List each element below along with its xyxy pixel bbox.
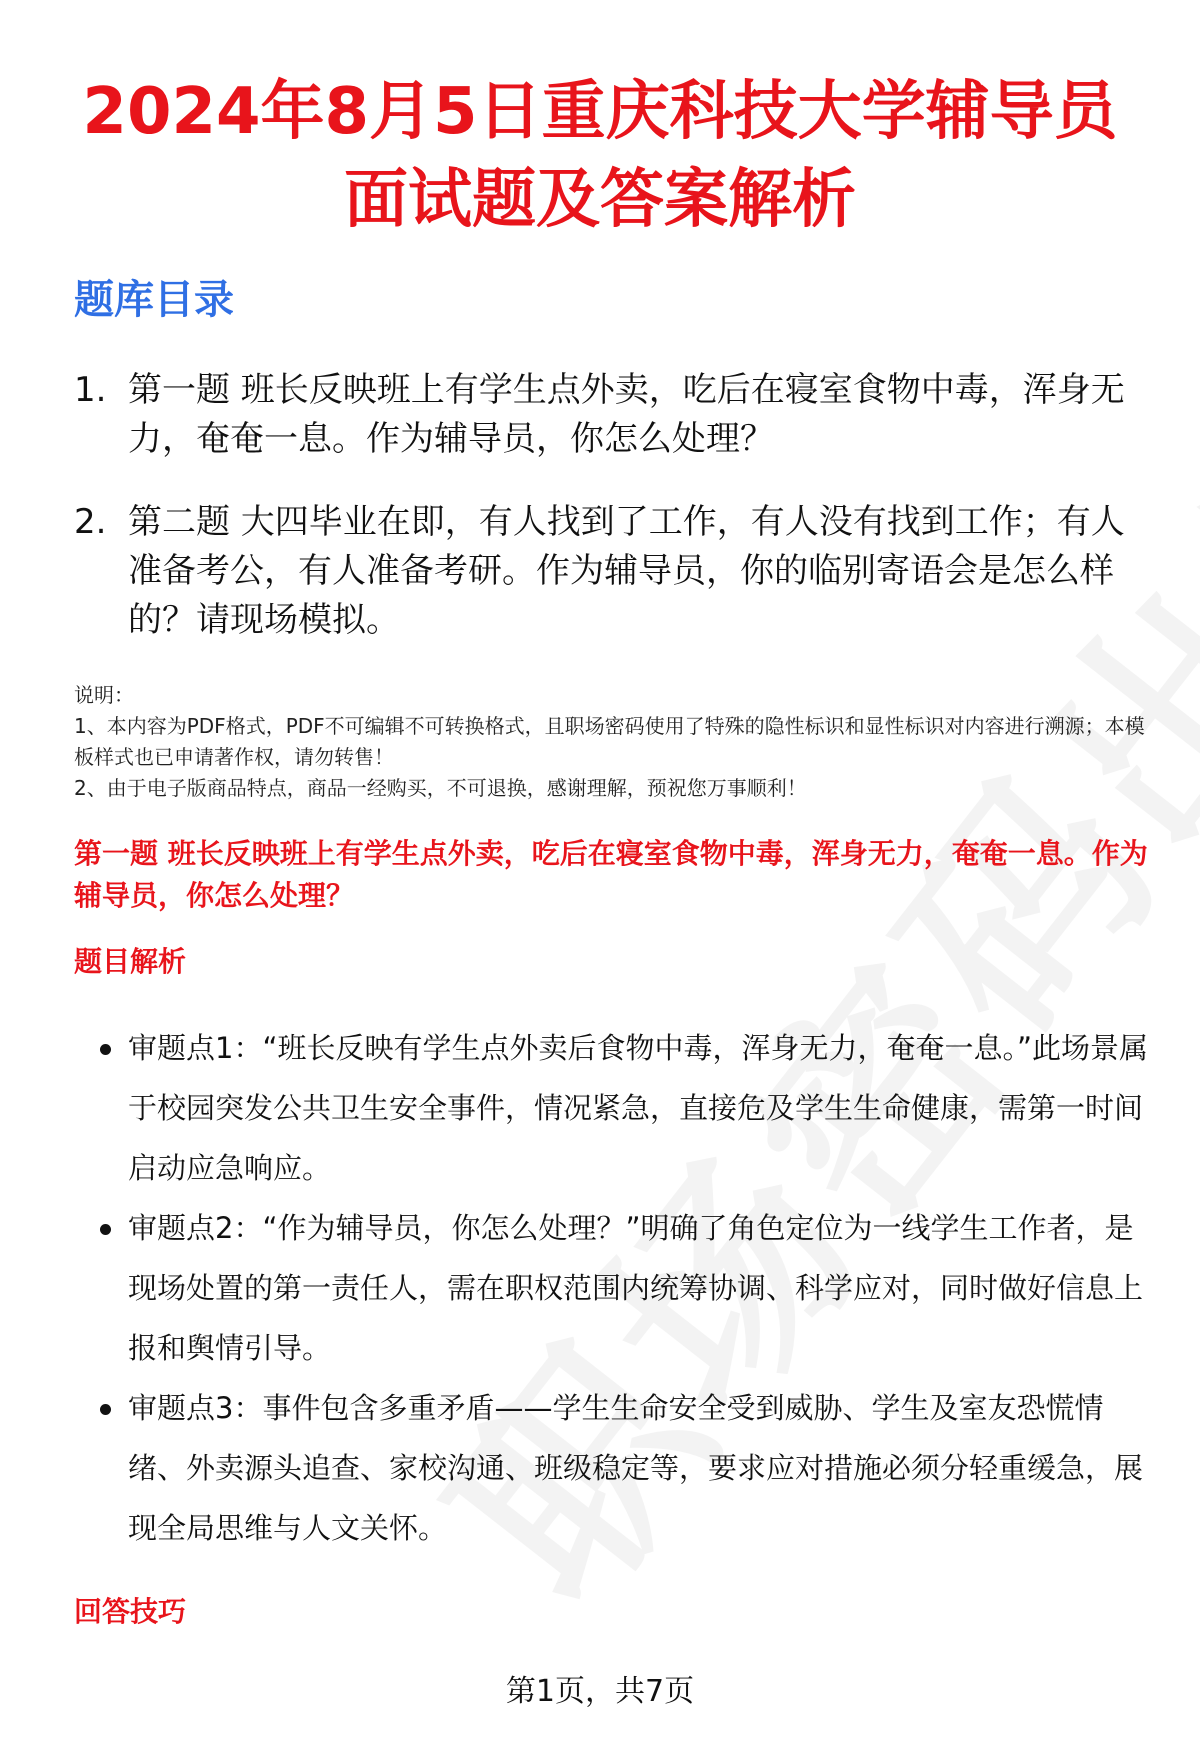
analysis-point — [74, 1198, 1154, 1378]
page-number: 第1页，共7页 — [505, 1674, 695, 1709]
analysis-points — [74, 1018, 1154, 1558]
toc-item-number: 2. — [74, 502, 107, 542]
analysis-point-text: 审题点2：“作为辅导员，你怎么处理？”明确了角色定位为一线学生工作者，是现场处置的第一责任人，需在职权范围内统筹协调、科学应对，同时做好信息上报和舆情引导。 — [128, 1211, 1144, 1365]
toc-item-number: 1. — [74, 370, 107, 410]
notes-label: 说明： — [74, 683, 134, 707]
analysis-point-text: 审题点3：事件包含多重矛盾——学生生命安全受到威胁、学生及室友恐慌情绪、外卖源头追查、家校沟通、班级稳定等，要求应对措施必须分轻重缓急，展现全局思维与人文关怀。 — [128, 1391, 1144, 1545]
analysis-point-text: 审题点1：“班长反映有学生点外卖后食物中毒，浑身无力，奄奄一息。”此场景属于校园突发公共卫生安全事件，情况紧急，直接危及学生生命健康，需第一时间启动应急响应。 — [128, 1031, 1149, 1185]
toc-item[interactable] — [74, 366, 1154, 464]
analysis-point — [74, 1018, 1154, 1198]
toc-item[interactable] — [74, 498, 1154, 645]
tips-heading: 回答技巧 — [74, 1595, 187, 1628]
toc-item-text[interactable]: 第二题 大四毕业在即，有人找到了工作，有人没有找到工作；有人准备考公，有人准备考研。作为辅导员，你的临别寄语会是怎么样的？请现场模拟。 — [128, 502, 1125, 640]
analysis-point — [74, 1378, 1154, 1558]
toc-list — [74, 366, 1154, 679]
page-title: 2024年8月5日重庆科技大学辅导员面试题及答案解析 — [82, 75, 1118, 237]
question-title: 第一题 班长反映班上有学生点外卖，吃后在寝室食物中毒，浑身无力，奄奄一息。作为辅导员，你怎么处理？ — [74, 837, 1148, 912]
notes-section — [74, 680, 1164, 804]
notes-line-2: 2、由于电子版商品特点，商品一经购买，不可退换，感谢理解，预祝您万事顺利！ — [74, 776, 807, 800]
bullet-icon — [74, 1198, 128, 1378]
bullet-icon — [74, 1018, 128, 1198]
notes-line-1: 1、本内容为PDF格式，PDF不可编辑不可转换格式，且职场密码使用了特殊的隐性标识和显性标识对内容进行溯源；本模板样式也已申请著作权，请勿转售！ — [74, 714, 1145, 769]
analysis-heading: 题目解析 — [74, 945, 187, 978]
toc-heading: 题库目录 — [74, 277, 234, 323]
bullet-icon — [74, 1378, 128, 1558]
toc-item-text[interactable]: 第一题 班长反映班上有学生点外卖，吃后在寝室食物中毒，浑身无力，奄奄一息。作为辅导员，你怎么处理？ — [128, 370, 1125, 459]
